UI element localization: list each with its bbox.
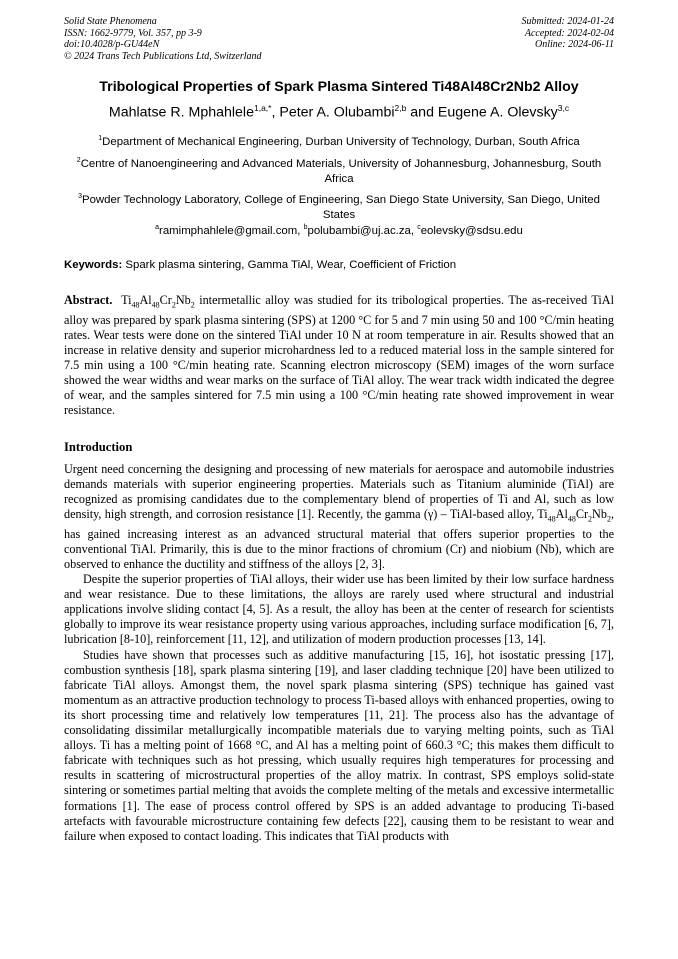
affiliation-text: Department of Mechanical Engineering, Durban University of Technology, Durban, South Africa — [102, 135, 580, 148]
author-separator: and — [406, 104, 438, 121]
accepted-date: Accepted: 2024-02-04 — [524, 27, 614, 39]
author-separator: , — [271, 104, 280, 121]
affiliation-text: Centre of Nanoengineering and Advanced Materials, University of Johannesburg, Johannesburg, South Africa — [80, 157, 602, 185]
paragraph: Urgent need concerning the designing and processing of new materials for aerospace and automobile industries demands materials with superior engineering properties. Materials such as Titanium aluminide (TiAl) are recognized as promising candidates due to the complementary blend of properties of Ti and Al, such as low density, high strength, and corrosion resistance [1]. Recently, the gamma (γ) – TiAl-based alloy, $Ti_{48}Al_{48}Cr_2Nb_2$, has gained increasing interest as an advanced structural material that offers superior properties to the conventional TiAl. Primarily, this is due to the minor fractions of chromium (Cr) and niobium (Nb), which are observed to enhance the ductility and stiffness of the alloys [2, 3]. — [64, 462, 614, 571]
keywords-text: Spark plasma sintering, Gamma TiAl, Wear, Coefficient of Friction — [125, 259, 457, 271]
affiliation — [64, 153, 614, 187]
abstract-text: intermetallic alloy was studied for its tribological properties. The as-received TiAl alloy was prepared by spark plasma sintering (SPS) at 1200 °C for 5 and 7 min using 50 and 100 °C/min heating rates. Wear tests were done on the sintered TiAl under 10 N at room temperature in air. Results showed that an increase in relative density and superior microhardness led to a reduced material loss in the sample sintered for 7.5 min using a 100 °C/min heating rate. Scanning electron microscopy (SEM) images of the worn surface showed the wear widths and wear marks on the surface of TiAl alloy. The wear track width indicated the degree of wear, and the samples sintered for 7.5 min using a 100 °C/min heating rate showed improvement in wear resistance. — [64, 293, 614, 418]
abstract-label: Abstract. — [64, 293, 113, 307]
affiliation-text: Powder Technology Laboratory, College of Engineering, San Diego State University, San Diego, United States — [81, 193, 600, 221]
email-sup: b — [303, 224, 308, 231]
section-heading: Introduction — [64, 440, 133, 454]
author-name: Mahlatse R. Mphahlele — [108, 104, 254, 121]
author-sup: 1,a,* — [253, 103, 272, 113]
alloy-formula: $Ti_{48}Al_{48}Cr_2Nb_2$ — [121, 293, 195, 310]
affiliation-sup: 1 — [98, 135, 103, 142]
journal-doi[interactable]: doi:10.4028/p-GU44eN — [64, 39, 160, 51]
keywords-label: Keywords: — [64, 259, 123, 271]
author-sup: 2,b — [394, 103, 407, 113]
author-list — [30, 103, 648, 121]
affiliation-sup: 3 — [78, 193, 82, 200]
affiliation — [64, 189, 614, 223]
author-name: Peter A. Olubambi — [279, 104, 395, 121]
email-link[interactable]: polubambi@uj.ac.za — [307, 224, 411, 237]
email-link[interactable]: eolevsky@sdsu.edu — [420, 224, 523, 237]
email-sup: a — [155, 224, 160, 231]
journal-issn: ISSN: 1662-9779, Vol. 357, pp 3-9 — [64, 27, 202, 39]
email-list: $^a$ramimphahlele@gmail.com, $^b$polubambi@uj.ac.za, $^c$eolevsky@sdsu.edu — [155, 224, 523, 237]
dates-header — [522, 16, 615, 51]
alloy-formula: $Ti_{48}Al_{48}Cr_2Nb_2$ — [537, 507, 611, 524]
keywords — [64, 259, 614, 271]
author-name: Eugene A. Olevsky — [437, 104, 558, 121]
paragraph: Studies have shown that processes such as additive manufacturing [15, 16], hot isostatic pressing [17], combustion synthesis [18], spark plasma sintering [19], and laser cladding technique [20] have been utilized to fabricate TiAl alloys. Amongst them, the novel spark plasma sintering (SPS) technique has gained vast momentum as an attractive production technology to process Ti-based alloys with enhanced properties, owing to its short processing time and relatively low temperatures [11, 21]. The process also has the advantage of consolidating dissimilar metallurgically incompatible materials due to varying melting points, such as TiAl alloys. Ti has a melting point of 1668 °C, and Al has a melting point of 660.3 °C; this makes them difficult to fabricate with techniques such as hot pressing, which usually requires high temperatures for processing and results in scattering of microstructural properties of the alloy matrix. In contrast, SPS employs solid-state sintering or sometimes partial melting that avoids the complete melting of the metals and excessive intermetallic formations [1]. The ease of process control offered by SPS is an added advantage to producing Ti-based artefacts with favourable microstructure containing few defects [22], causing them to be resistant to wear and failure when exposed to contact loading. This indicates that TiAl products with — [64, 647, 614, 843]
email-sup: c — [417, 224, 421, 231]
affiliation — [64, 131, 614, 150]
introduction-body — [64, 462, 614, 844]
paper-title: Tribological Properties of Spark Plasma Sintered Ti48Al48Cr2Nb2 Alloy — [99, 79, 579, 95]
email-link[interactable]: ramimphahlele@gmail.com — [159, 224, 298, 237]
abstract — [64, 293, 614, 418]
online-date: Online: 2024-06-11 — [535, 39, 614, 51]
journal-name: Solid State Phenomena — [64, 16, 157, 27]
submitted-date: Submitted: 2024-01-24 — [521, 16, 614, 27]
journal-copyright: © 2024 Trans Tech Publications Ltd, Switzerland — [64, 50, 262, 62]
paragraph: Despite the superior properties of TiAl alloys, their wider use has been limited by their low surface hardness and wear resistance. Due to these limitations, the alloys are rarely used where structural and industrial applications involve sliding contact [4, 5]. As a result, the alloy has been at the center of research for scientists globally to improve its wear resistance property using various approaches, including surface modification [6, 7], lubrication [8-10], reinforcement [11, 12], and utilization of modern production processes [13, 14]. — [64, 572, 614, 647]
journal-header — [64, 16, 262, 62]
author-sup: 3,c — [557, 103, 570, 113]
affiliation-sup: 2 — [76, 157, 81, 164]
